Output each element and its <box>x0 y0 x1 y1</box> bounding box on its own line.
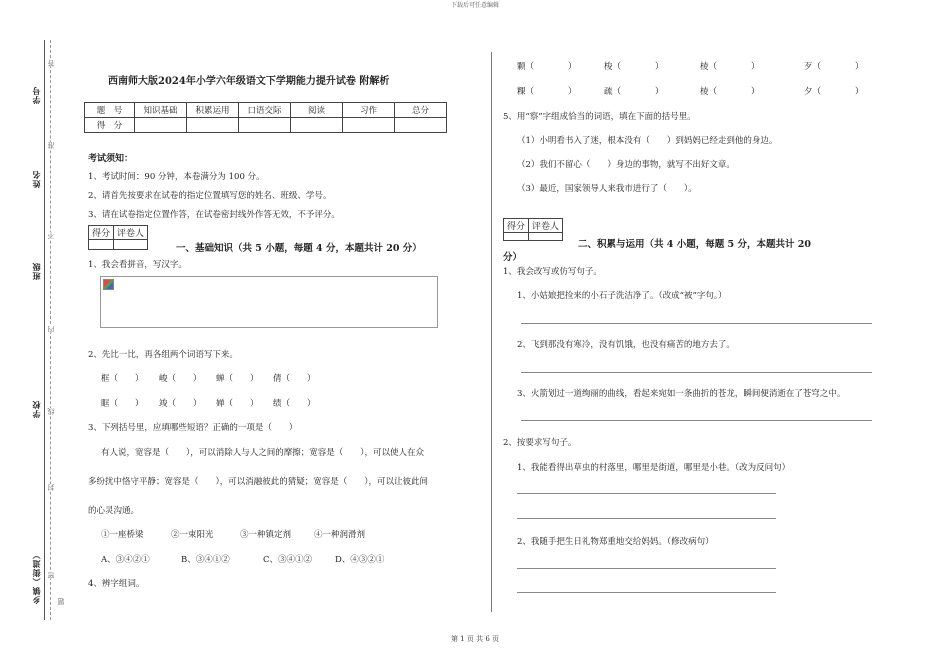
phrase-option: ④一种润滑剂 <box>314 530 366 540</box>
compare-word[interactable]: 峻（ ） <box>159 374 202 384</box>
score-header-cell: 积累运用 <box>187 103 239 118</box>
binding-label-town: 乡镇（街道） <box>31 550 41 604</box>
score-header-cell: 习作 <box>343 103 395 118</box>
rewrite-item: 3、火箭划过一道绚丽的曲线，看起来宛如一条曲折的苍龙，瞬间便消逝在了苍穹之中。 <box>517 389 846 399</box>
section2-question-2: 2、按要求写句子。 <box>503 438 577 448</box>
sentence-item: 1、我能看得出草虫的村落里，哪里是街道，哪里是小巷。（改为反问句） <box>517 463 791 473</box>
answer-choice[interactable]: B、③④①② <box>181 555 230 565</box>
grader-reviewer-label: 评卷人 <box>529 219 563 233</box>
section2-question-1: 1、我会改写或仿写句子。 <box>503 267 602 277</box>
seal-char: 线 <box>47 408 55 415</box>
score-row-label: 得 分 <box>85 118 135 133</box>
seal-char: 内 <box>47 326 55 333</box>
question-3-text: 多纷扰中恪守平静；宽容是（ ），可以消融彼此的猜疑；宽容是（ ），可以让彼此间 <box>88 477 429 487</box>
seal-char: 不 <box>47 232 55 239</box>
binding-label-class: 班级 <box>31 262 41 280</box>
compare-word[interactable]: 绩（ ） <box>273 399 316 409</box>
page-title: 西南师大版2024年小学六年级语文下学期能力提升试卷 附解析 <box>108 76 390 87</box>
answer-line[interactable] <box>521 420 872 421</box>
notice-item: 3、请在试卷指定位置作答，在试卷密封线外作答无效，不予评分。 <box>88 210 340 220</box>
word-group[interactable]: 歹（ ） <box>804 62 864 72</box>
compare-word[interactable]: 婵（ ） <box>216 399 259 409</box>
column-divider <box>491 52 492 612</box>
answer-line[interactable] <box>517 592 776 593</box>
phrase-option: ②一束阳光 <box>171 530 214 540</box>
word-group[interactable]: 棱（ ） <box>700 62 760 72</box>
compare-word[interactable]: 框（ ） <box>101 374 144 384</box>
question-4: 4、辨字组词。 <box>88 579 145 589</box>
section1-heading: 一、基础知识（共 5 小题，每题 4 分，本题共计 20 分） <box>176 243 422 254</box>
notice-item: 1、考试时间：90 分钟，本卷满分为 100 分。 <box>88 172 265 182</box>
question-1: 1、我会看拼音，写汉字。 <box>88 260 187 270</box>
score-header-cell: 口语交际 <box>239 103 291 118</box>
phrase-option: ③一种镇定剂 <box>240 530 292 540</box>
grader-score-cell[interactable] <box>89 240 114 250</box>
score-header-cell: 知识基础 <box>135 103 187 118</box>
seal-char: 封 <box>47 484 55 491</box>
section2-heading: 二、积累与运用（共 4 小题，每题 5 分，本题共计 20 <box>578 239 811 250</box>
answer-line[interactable] <box>517 493 776 494</box>
word-group[interactable]: 夕（ ） <box>804 87 864 97</box>
word-group[interactable]: 梭（ ） <box>604 62 664 72</box>
compare-word[interactable]: 倩（ ） <box>273 374 316 384</box>
score-cell[interactable] <box>187 118 239 133</box>
notice-heading: 考试须知： <box>88 154 134 164</box>
question-5-item: （1）小明看书入了迷，根本没有（ ）到妈妈已经走到他的身边。 <box>517 136 778 146</box>
question-3-text: 的心灵沟通。 <box>88 506 140 516</box>
grader-box <box>88 225 148 250</box>
seal-char: 答 <box>47 60 55 67</box>
grader-box <box>503 218 563 241</box>
binding-line <box>44 40 45 620</box>
grader-reviewer-cell[interactable] <box>114 240 148 250</box>
score-cell[interactable] <box>291 118 343 133</box>
page-footer: 第 1 页 共 6 页 <box>450 635 500 643</box>
question-5-item: （2）我们不留心（ ）身边的事物，就写不出好文章。 <box>517 160 735 170</box>
question-5: 5、用“察”字组成恰当的词语，填在下面的括号里。 <box>503 112 696 122</box>
grader-score-cell[interactable] <box>504 233 529 241</box>
seal-char: 密 <box>47 572 55 579</box>
answer-line[interactable] <box>517 518 776 519</box>
score-cell[interactable] <box>343 118 395 133</box>
grader-score-label: 得分 <box>504 219 529 233</box>
score-table-score-row <box>85 118 447 133</box>
score-table-header-row <box>85 103 447 118</box>
question-3-text: 有人说，宽容是（ ），可以消除人与人之间的摩擦；宽容是（ ），可以使人在众 <box>101 448 425 458</box>
binding-label-name: 姓名 <box>31 170 41 188</box>
compare-word[interactable]: 蝉（ ） <box>216 374 259 384</box>
rewrite-item: 2、飞到那没有寒冷，没有饥饿，也没有痛苦的地方去了。 <box>517 340 735 350</box>
grader-reviewer-cell[interactable] <box>529 233 563 241</box>
score-cell[interactable] <box>135 118 187 133</box>
answer-choice[interactable]: C、③④①② <box>263 555 313 565</box>
seal-char: 准 <box>47 142 55 149</box>
sentence-item: 2、我随手把生日礼物郑重地交给妈妈。（修改病句） <box>517 537 714 547</box>
broken-image-icon <box>103 279 114 290</box>
score-header-cell: 题 号 <box>85 103 135 118</box>
binding-label-school: 学校 <box>31 400 41 418</box>
phrase-option: ①一座桥梁 <box>101 530 144 540</box>
grader-score-label: 得分 <box>89 226 114 240</box>
answer-line[interactable] <box>521 372 872 373</box>
top-note: 下载后可任意编辑 <box>450 2 499 9</box>
pinyin-image-box <box>100 276 438 328</box>
score-table <box>84 102 447 133</box>
word-group[interactable]: 棱（ ） <box>700 87 760 97</box>
word-group[interactable]: 颗（ ） <box>517 62 577 72</box>
question-2: 2、先比一比，再各组两个词语写下来。 <box>88 350 238 360</box>
answer-line[interactable] <box>521 323 872 324</box>
score-header-cell: 总分 <box>395 103 447 118</box>
notice-item: 2、请首先按要求在试卷的指定位置填写您的姓名、班级、学号。 <box>88 191 332 201</box>
answer-choice[interactable]: D、④③②① <box>335 555 385 565</box>
section2-heading-tail: 分） <box>503 252 523 263</box>
seal-char: 题 <box>57 598 65 605</box>
score-header-cell: 阅读 <box>291 103 343 118</box>
answer-line[interactable] <box>517 568 776 569</box>
word-group[interactable]: 疏（ ） <box>604 87 664 97</box>
question-5-item: （3）最近，国家领导人来我市进行了（ ）。 <box>517 184 697 194</box>
answer-choice[interactable]: A、③④②① <box>101 555 150 565</box>
binding-label-student-id: 学号 <box>31 86 41 104</box>
grader-reviewer-label: 评卷人 <box>114 226 148 240</box>
question-3: 3、下列括号里，应填哪些短语？正确的一项是（ ） <box>88 423 298 433</box>
compare-word[interactable]: 眶（ ） <box>101 399 144 409</box>
compare-word[interactable]: 竣（ ） <box>159 399 202 409</box>
score-cell[interactable] <box>239 118 291 133</box>
score-cell[interactable] <box>395 118 447 133</box>
rewrite-item: 1、小姑娘把捡来的小石子洗洁净了。（改成“被”字句。） <box>517 291 727 301</box>
word-group[interactable]: 粿（ ） <box>517 87 577 97</box>
